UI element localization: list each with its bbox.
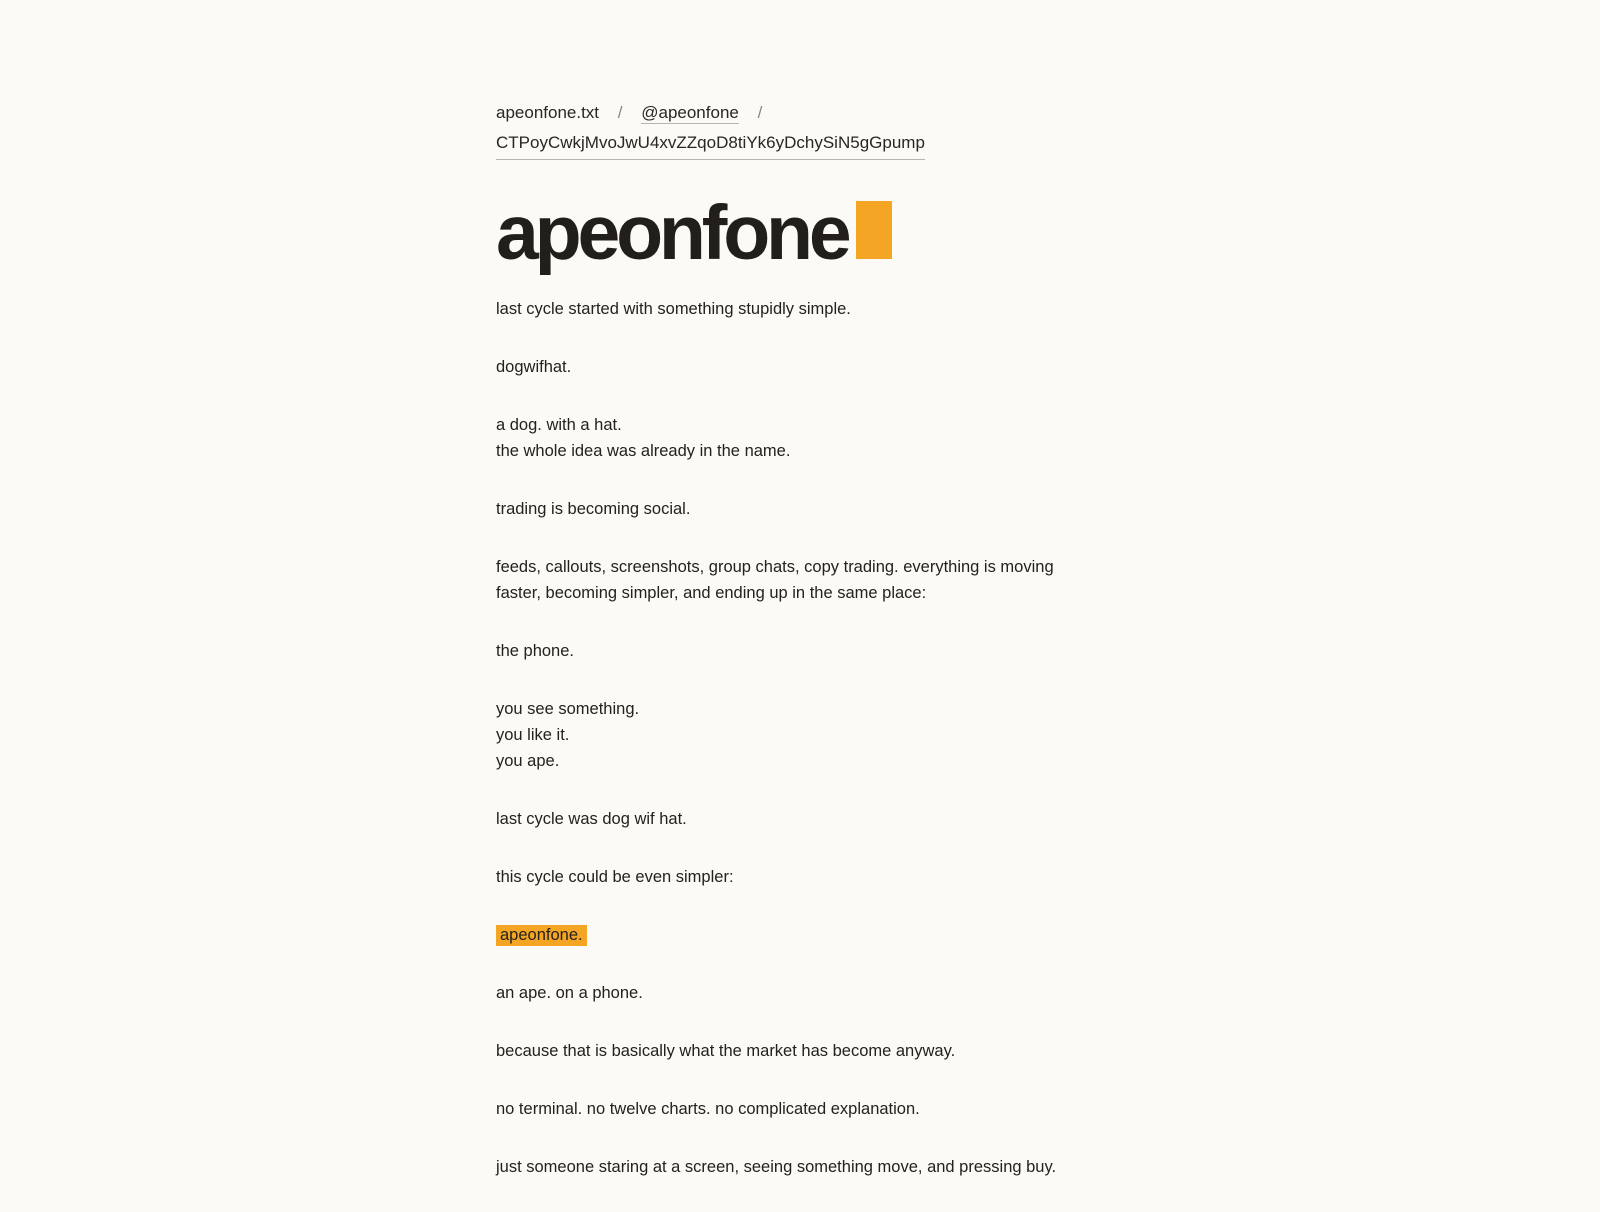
- text-line: you like it.: [496, 726, 570, 744]
- text-line: a dog. with a hat.: [496, 416, 622, 434]
- body-copy: [496, 296, 1096, 1212]
- text-line: because that is basically what the market has become anyway.: [496, 1042, 956, 1060]
- hero: [496, 188, 892, 278]
- text-line: you see something.: [496, 700, 640, 718]
- paragraph: [496, 980, 1096, 1006]
- paragraph: [496, 806, 1096, 832]
- cursor-block-icon: [856, 201, 892, 259]
- paragraph: [496, 864, 1096, 890]
- text-line: you ape.: [496, 752, 560, 770]
- paragraph: [496, 922, 1096, 948]
- breadcrumb: [496, 98, 1096, 160]
- text-line: dogwifhat.: [496, 358, 572, 376]
- paragraph: [496, 354, 1096, 380]
- handle-link[interactable]: @apeonfone: [641, 103, 739, 122]
- text-line: just someone staring at a screen, seeing something move, and pressing buy.: [496, 1158, 1057, 1176]
- text-line: faster, becoming simpler, and ending up in the same place:: [496, 584, 927, 602]
- text-line: feeds, callouts, screenshots, group chats, copy trading. everything is moving: [496, 558, 1054, 576]
- breadcrumb-file: apeonfone.txt: [496, 103, 600, 122]
- paragraph: [496, 1154, 1096, 1180]
- paragraph: [496, 496, 1096, 522]
- text-line: an ape. on a phone.: [496, 984, 643, 1002]
- paragraph: [496, 696, 1096, 774]
- text-line: no terminal. no twelve charts. no complicated explanation.: [496, 1100, 920, 1118]
- page-title: apeonfone: [496, 190, 848, 276]
- text-line: the whole idea was already in the name.: [496, 442, 791, 460]
- paragraph: [496, 638, 1096, 664]
- paragraph: [496, 1096, 1096, 1122]
- text-line: last cycle was dog wif hat.: [496, 810, 687, 828]
- paragraph: [496, 296, 1096, 322]
- contract-address-link[interactable]: CTPoyCwkjMvoJwU4xvZZqoD8tiYk6yDchySiN5gGpump: [496, 128, 925, 160]
- paragraph: [496, 554, 1096, 606]
- breadcrumb-separator: /: [757, 103, 763, 122]
- text-line: this cycle could be even simpler:: [496, 868, 734, 886]
- paragraph: [496, 412, 1096, 464]
- highlighted-term: apeonfone.: [496, 925, 587, 946]
- text-line: last cycle started with something stupidly simple.: [496, 300, 851, 318]
- text-line: trading is becoming social.: [496, 500, 691, 518]
- text-line: the phone.: [496, 642, 574, 660]
- breadcrumb-separator: /: [617, 103, 623, 122]
- paragraph: [496, 1038, 1096, 1064]
